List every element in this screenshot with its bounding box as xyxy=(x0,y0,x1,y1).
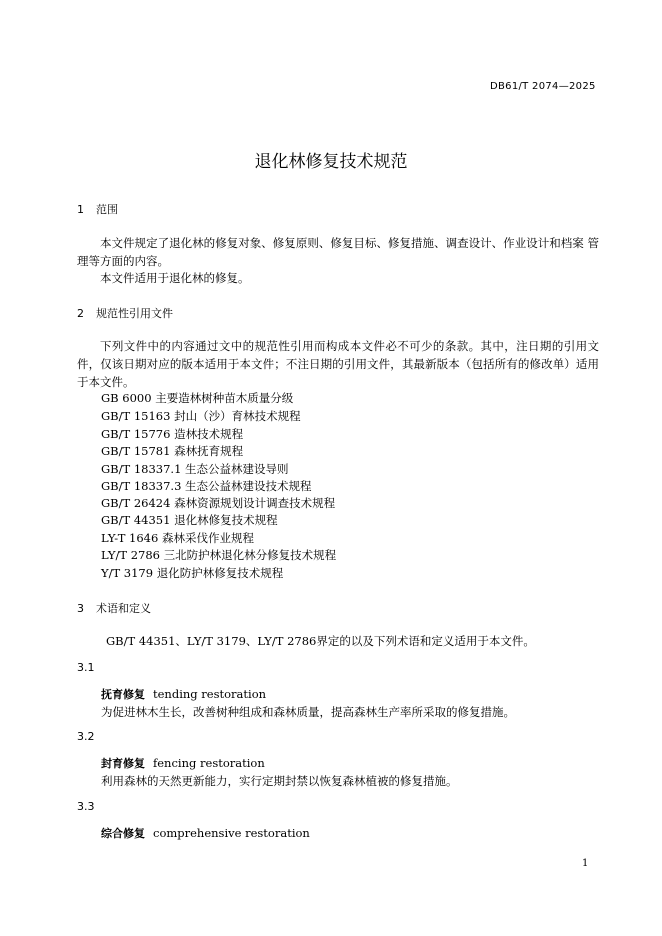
terms-intro: GB/T 44351、LY/T 3179、LY/T 2786界定的以及下列术语和定义适用于本文件。 xyxy=(106,634,535,648)
reference-item: Y/T 3179 退化防护林修复技术规程 xyxy=(101,566,284,580)
references-intro: 下列文件中的内容通过文中的规范性引用而构成本文件必不可少的条款。其中，注日期的引用文件，仅该日期对应的版本适用于本文件；不注日期的引用文件，其最新版本（包括所有的修改单）适用于本文件。 xyxy=(77,339,599,389)
section-heading-3 xyxy=(77,600,151,616)
reference-item: GB/T 18337.1 生态公益林建设导则 xyxy=(101,462,289,476)
term-definition: 利用森林的天然更新能力，实行定期封禁以恢复森林植被的修复措施。 xyxy=(101,774,458,788)
term-english: comprehensive restoration xyxy=(153,826,310,840)
scope-paragraph-1: 本文件规定了退化林的修复对象、修复原则、修复目标、修复措施、调查设计、作业设计和档案 管理等方面的内容。 xyxy=(77,236,599,268)
section-number: 3 xyxy=(77,602,84,615)
reference-item: GB/T 44351 退化林修复技术规程 xyxy=(101,513,278,527)
reference-item: GB/T 15776 造林技术规程 xyxy=(101,427,244,441)
section-number: 2 xyxy=(77,307,84,320)
section-title: 术语和定义 xyxy=(96,602,151,615)
term-number: 3.2 xyxy=(77,730,95,743)
term-english: tending restoration xyxy=(153,687,267,701)
section-heading-1 xyxy=(77,201,118,217)
reference-item: LY-T 1646 森林采伐作业规程 xyxy=(101,531,254,545)
scope-paragraph-2: 本文件适用于退化林的修复。 xyxy=(100,271,250,285)
term-number: 3.1 xyxy=(77,661,95,674)
reference-item: GB/T 18337.3 生态公益林建设技术规程 xyxy=(101,479,312,493)
term-entry xyxy=(101,755,265,771)
section-title: 范围 xyxy=(96,203,118,216)
reference-item: GB/T 15781 森林抚育规程 xyxy=(101,444,244,458)
section-heading-2 xyxy=(77,305,173,321)
term-chinese: 封育修复 xyxy=(101,757,145,770)
term-definition: 为促进林木生长，改善树种组成和森林质量，提高森林生产率所采取的修复措施。 xyxy=(101,705,515,719)
document-title: 退化林修复技术规范 xyxy=(254,152,408,172)
standard-number: DB61/T 2074—2025 xyxy=(490,81,596,92)
term-entry xyxy=(101,686,266,702)
section-title: 规范性引用文件 xyxy=(96,307,173,320)
reference-item: GB 6000 主要造林树种苗木质量分级 xyxy=(101,391,294,405)
term-chinese: 综合修复 xyxy=(101,827,145,840)
term-english: fencing restoration xyxy=(153,756,265,770)
reference-item: LY/T 2786 三北防护林退化林分修复技术规程 xyxy=(101,548,337,562)
reference-item: GB/T 15163 封山（沙）育林技术规程 xyxy=(101,409,301,423)
term-chinese: 抚育修复 xyxy=(101,688,145,701)
section-number: 1 xyxy=(77,203,84,216)
reference-item: GB/T 26424 森林资源规划设计调查技术规程 xyxy=(101,496,336,510)
term-number: 3.3 xyxy=(77,800,95,813)
term-entry xyxy=(101,825,310,841)
page-number: 1 xyxy=(582,858,589,869)
